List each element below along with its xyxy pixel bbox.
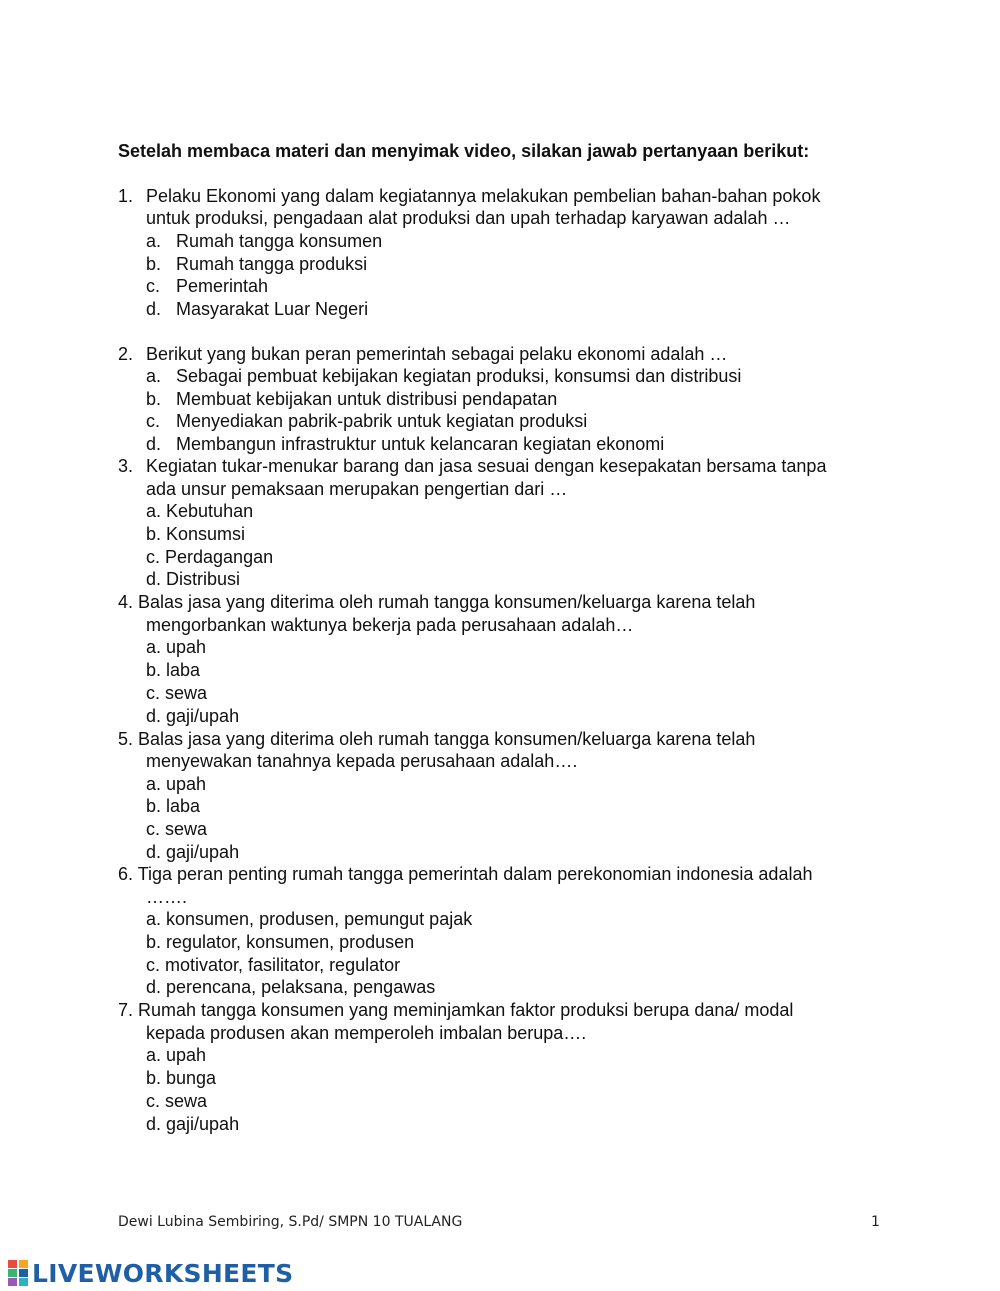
option-letter: c. bbox=[146, 276, 161, 296]
question-number: 3. bbox=[118, 456, 134, 476]
option-letter: a. bbox=[146, 231, 162, 251]
option-text: Menyediakan pabrik-pabrik untuk kegiatan produksi bbox=[176, 411, 588, 431]
option-text: b. laba bbox=[146, 796, 201, 816]
option-text: b. laba bbox=[146, 660, 201, 680]
question-text: ……. bbox=[146, 887, 188, 907]
option-text: d. gaji/upah bbox=[146, 1114, 240, 1134]
question-number: 2. bbox=[118, 344, 134, 364]
option-letter: b. bbox=[146, 254, 162, 274]
question-text: 4. Balas jasa yang diterima oleh rumah tangga konsumen/keluarga karena telah bbox=[118, 592, 756, 612]
option-text: c. sewa bbox=[146, 1091, 208, 1111]
option-letter: a. bbox=[146, 366, 162, 386]
instruction-heading: Setelah membaca materi dan menyimak video, silakan jawab pertanyaan berikut: bbox=[118, 141, 810, 161]
option-text: Membangun infrastruktur untuk kelancaran kegiatan ekonomi bbox=[176, 434, 665, 454]
option-text: b. regulator, konsumen, produsen bbox=[146, 932, 415, 952]
question-text: kepada produsen akan memperoleh imbalan berupa…. bbox=[146, 1023, 587, 1043]
question-text: Berikut yang bukan peran pemerintah sebagai pelaku ekonomi adalah … bbox=[146, 344, 728, 364]
question-text: 6. Tiga peran penting rumah tangga pemerintah dalam perekonomian indonesia adalah bbox=[118, 864, 813, 884]
option-text: c. motivator, fasilitator, regulator bbox=[146, 955, 401, 975]
question-number: 1. bbox=[118, 186, 134, 206]
question-text: 5. Balas jasa yang diterima oleh rumah tangga konsumen/keluarga karena telah bbox=[118, 729, 756, 749]
option-text: d. gaji/upah bbox=[146, 842, 240, 862]
option-letter: d. bbox=[146, 299, 162, 319]
liveworksheets-logo bbox=[8, 1258, 293, 1288]
option-text: Pemerintah bbox=[176, 276, 269, 296]
footer-page-number: 1 bbox=[871, 1214, 880, 1230]
option-text: c. Perdagangan bbox=[146, 547, 274, 567]
option-text: Rumah tangga konsumen bbox=[176, 231, 383, 251]
question-text: mengorbankan waktunya bekerja pada perusahaan adalah… bbox=[146, 615, 634, 635]
question-text: ada unsur pemaksaan merupakan pengertian dari … bbox=[146, 479, 568, 499]
option-text: d. gaji/upah bbox=[146, 706, 240, 726]
option-letter: b. bbox=[146, 389, 162, 409]
option-text: Membuat kebijakan untuk distribusi pendapatan bbox=[176, 389, 558, 409]
logo-text: LIVEWORKSHEETS bbox=[32, 1258, 294, 1288]
option-text: Sebagai pembuat kebijakan kegiatan produksi, konsumsi dan distribusi bbox=[176, 366, 742, 386]
question-text: menyewakan tanahnya kepada perusahaan adalah…. bbox=[146, 751, 578, 771]
question-text: untuk produksi, pengadaan alat produksi dan upah terhadap karyawan adalah … bbox=[146, 208, 791, 228]
option-text: a. upah bbox=[146, 1045, 207, 1065]
option-text: d. Distribusi bbox=[146, 569, 241, 589]
footer-author: Dewi Lubina Sembiring, S.Pd/ SMPN 10 TUALANG bbox=[118, 1214, 463, 1230]
option-text: c. sewa bbox=[146, 819, 208, 839]
option-text: Rumah tangga produksi bbox=[176, 254, 368, 274]
option-letter: d. bbox=[146, 434, 162, 454]
option-text: a. upah bbox=[146, 637, 207, 657]
option-text: a. Kebutuhan bbox=[146, 501, 254, 521]
option-text: d. perencana, pelaksana, pengawas bbox=[146, 977, 436, 997]
question-text: Pelaku Ekonomi yang dalam kegiatannya melakukan pembelian bahan-bahan pokok bbox=[146, 186, 821, 206]
option-text: c. sewa bbox=[146, 683, 208, 703]
liveworksheets-logo-icon bbox=[8, 1260, 28, 1286]
option-text: Masyarakat Luar Negeri bbox=[176, 299, 369, 319]
option-text: a. upah bbox=[146, 774, 207, 794]
option-text: b. bunga bbox=[146, 1068, 217, 1088]
option-text: a. konsumen, produsen, pemungut pajak bbox=[146, 909, 473, 929]
option-letter: c. bbox=[146, 411, 161, 431]
question-text: Kegiatan tukar-menukar barang dan jasa sesuai dengan kesepakatan bersama tanpa bbox=[146, 456, 827, 476]
option-text: b. Konsumsi bbox=[146, 524, 246, 544]
question-text: 7. Rumah tangga konsumen yang meminjamkan faktor produksi berupa dana/ modal bbox=[118, 1000, 794, 1020]
